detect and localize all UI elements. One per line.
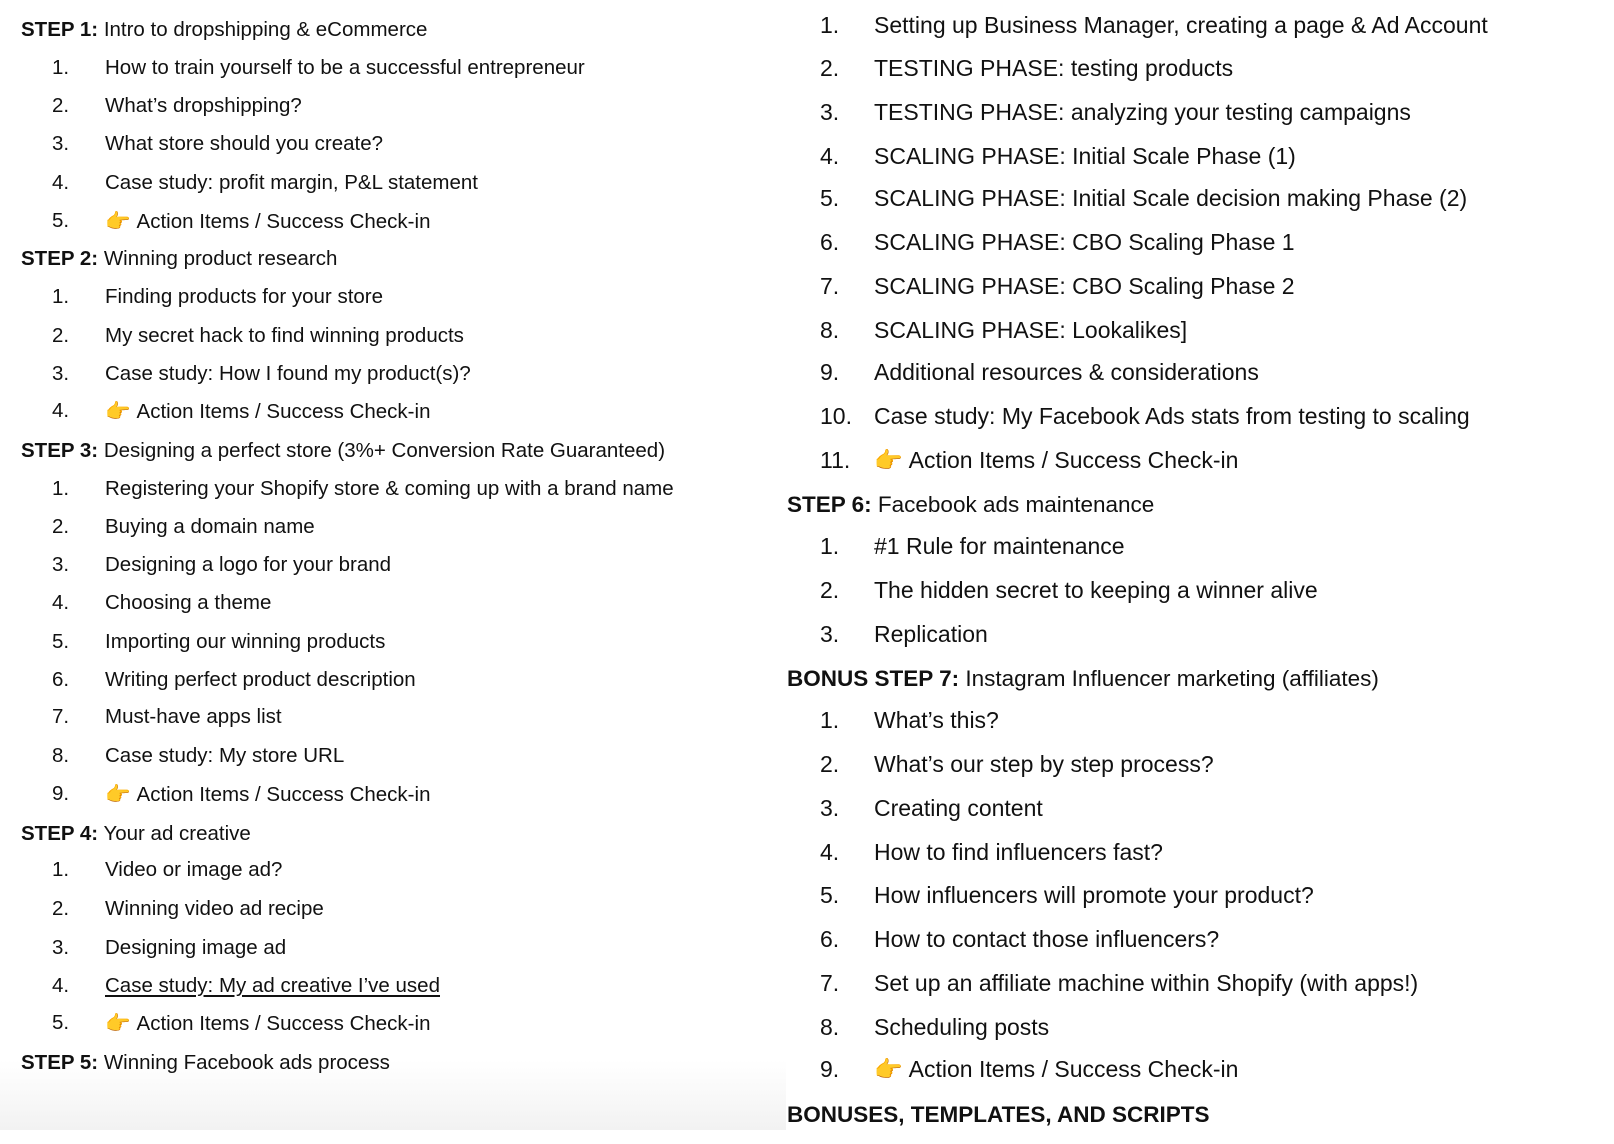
list-item bbox=[820, 187, 1580, 215]
list-item bbox=[52, 860, 812, 888]
list-item bbox=[820, 841, 1580, 869]
list-item-text: Winning video ad recipe bbox=[105, 897, 324, 920]
list-item bbox=[52, 938, 812, 966]
step-heading-step-2 bbox=[21, 249, 337, 270]
list-item-number: 1. bbox=[820, 12, 840, 38]
list-item-text: Case study: profit margin, P&L statement bbox=[105, 171, 478, 194]
list-item-text: Case study: My Facebook Ads stats from testing to scaling bbox=[874, 403, 1470, 429]
list-item-number: 5. bbox=[52, 630, 70, 653]
list-item-number: 5. bbox=[52, 1011, 70, 1034]
list-item-text: SCALING PHASE: CBO Scaling Phase 1 bbox=[874, 229, 1295, 255]
list-item-number: 9. bbox=[820, 359, 840, 385]
list-item-number: 9. bbox=[820, 1056, 840, 1082]
step-heading-bonuses-templates-and-scripts bbox=[787, 1104, 1210, 1127]
list-item bbox=[820, 275, 1580, 303]
step-heading-bonus-step-7 bbox=[787, 668, 1379, 691]
step-heading-step-6 bbox=[787, 494, 1154, 517]
list-item bbox=[52, 899, 812, 927]
list-item-number: 2. bbox=[820, 577, 840, 603]
list-item-text: Designing a logo for your brand bbox=[105, 553, 392, 576]
list-item-number: 8. bbox=[820, 1014, 840, 1040]
list-item-text: TESTING PHASE: testing products bbox=[874, 55, 1234, 81]
list-item-text: Importing our winning products bbox=[105, 630, 386, 653]
list-item bbox=[52, 517, 812, 545]
list-item-number: 3. bbox=[52, 362, 70, 385]
step-title: Your ad creative bbox=[103, 822, 251, 845]
list-item-number: 6. bbox=[52, 668, 70, 691]
list-item-number: 7. bbox=[820, 970, 840, 996]
list-item bbox=[52, 976, 812, 1004]
list-item-text: TESTING PHASE: analyzing your testing campaigns bbox=[874, 99, 1411, 125]
list-item bbox=[820, 753, 1580, 781]
list-item bbox=[820, 709, 1580, 737]
list-item bbox=[52, 96, 812, 124]
list-item-text: Must-have apps list bbox=[105, 705, 282, 728]
left-column bbox=[0, 0, 786, 1130]
list-item-number: 4. bbox=[52, 171, 70, 194]
list-item-text: SCALING PHASE: CBO Scaling Phase 2 bbox=[874, 273, 1295, 299]
step-heading-step-5 bbox=[21, 1053, 390, 1074]
list-item-number: 4. bbox=[820, 839, 840, 865]
list-item-number: 2. bbox=[820, 55, 840, 81]
step-title: Instagram Influencer marketing (affiliates) bbox=[965, 666, 1379, 691]
list-item bbox=[820, 231, 1580, 259]
list-item bbox=[52, 707, 812, 735]
list-item-number: 8. bbox=[52, 744, 70, 767]
list-item bbox=[52, 1013, 812, 1041]
step-label: STEP 3: bbox=[21, 439, 99, 462]
list-item-text: #1 Rule for maintenance bbox=[874, 533, 1125, 559]
list-item-text: How influencers will promote your product? bbox=[874, 882, 1314, 908]
list-item-text: The hidden secret to keeping a winner alive bbox=[874, 577, 1318, 603]
list-item-text: Buying a domain name bbox=[105, 515, 315, 538]
list-item-number: 1. bbox=[820, 533, 840, 559]
list-item bbox=[52, 134, 812, 162]
list-item-number: 3. bbox=[52, 132, 70, 155]
point-right-icon: 👉 bbox=[105, 399, 131, 423]
list-item-number: 7. bbox=[820, 273, 840, 299]
list-item-number: 3. bbox=[820, 99, 840, 125]
list-item bbox=[52, 784, 812, 812]
list-item-number: 2. bbox=[820, 751, 840, 777]
list-item-text: What’s dropshipping? bbox=[105, 94, 302, 117]
list-item-number: 2. bbox=[52, 94, 70, 117]
list-item bbox=[820, 449, 1580, 477]
list-item-text: SCALING PHASE: Lookalikes] bbox=[874, 317, 1188, 343]
list-item-text: How to train yourself to be a successful entrepreneur bbox=[105, 56, 585, 79]
list-item bbox=[820, 405, 1580, 433]
list-item-number: 5. bbox=[52, 209, 70, 232]
list-item-text: How to contact those influencers? bbox=[874, 926, 1220, 952]
list-item-text: Set up an affiliate machine within Shopify (with apps!) bbox=[874, 970, 1419, 996]
list-item-number: 4. bbox=[52, 591, 70, 614]
list-item-text: SCALING PHASE: Initial Scale decision making Phase (2) bbox=[874, 185, 1468, 211]
list-item bbox=[52, 401, 812, 429]
list-item-number: 4. bbox=[820, 143, 840, 169]
list-item-text: Action Items / Success Check-in bbox=[908, 447, 1239, 473]
list-item bbox=[820, 797, 1580, 825]
list-item bbox=[820, 1058, 1580, 1086]
list-item-number: 4. bbox=[52, 974, 70, 997]
list-item-number: 3. bbox=[52, 553, 70, 576]
list-item-text: Finding products for your store bbox=[105, 285, 384, 308]
list-item-text[interactable]: Case study: My ad creative I’ve used bbox=[105, 974, 440, 997]
list-item-text: Action Items / Success Check-in bbox=[136, 783, 431, 806]
step-heading-step-1 bbox=[21, 20, 427, 41]
list-item-text: Replication bbox=[874, 621, 988, 647]
point-right-icon: 👉 bbox=[874, 448, 903, 474]
list-item bbox=[820, 14, 1580, 42]
right-column bbox=[786, 0, 1614, 1144]
list-item bbox=[820, 361, 1580, 389]
list-item bbox=[820, 101, 1580, 129]
list-item-number: 6. bbox=[820, 229, 840, 255]
step-heading-step-3 bbox=[21, 441, 665, 462]
list-item bbox=[52, 287, 812, 315]
step-heading-step-4 bbox=[21, 824, 251, 845]
step-label: STEP 5: bbox=[21, 1051, 99, 1074]
step-title: Winning product research bbox=[103, 247, 338, 270]
list-item bbox=[52, 58, 812, 86]
step-label: STEP 6: bbox=[787, 492, 872, 517]
step-title: Facebook ads maintenance bbox=[877, 492, 1155, 517]
list-item-text: SCALING PHASE: Initial Scale Phase (1) bbox=[874, 143, 1296, 169]
list-item-text: Designing image ad bbox=[105, 936, 287, 959]
list-item-text: Action Items / Success Check-in bbox=[136, 400, 431, 423]
list-item-text: What’s this? bbox=[874, 707, 999, 733]
list-item-text: Case study: My store URL bbox=[105, 744, 345, 767]
step-label: STEP 2: bbox=[21, 247, 99, 270]
list-item-text: Setting up Business Manager, creating a page & Ad Account bbox=[874, 12, 1488, 38]
list-item bbox=[820, 884, 1580, 912]
list-item-text: How to find influencers fast? bbox=[874, 839, 1163, 865]
list-item bbox=[52, 211, 812, 239]
list-item bbox=[52, 326, 812, 354]
list-item-text: Action Items / Success Check-in bbox=[136, 210, 431, 233]
list-item bbox=[52, 632, 812, 660]
step-label: BONUSES, TEMPLATES, AND SCRIPTS bbox=[787, 1102, 1210, 1127]
list-item-number: 11. bbox=[820, 447, 851, 473]
step-label: STEP 1: bbox=[21, 18, 99, 41]
list-item-number: 5. bbox=[820, 882, 840, 908]
list-item-text: What’s our step by step process? bbox=[874, 751, 1214, 777]
list-item bbox=[820, 535, 1580, 563]
list-item-text: Writing perfect product description bbox=[105, 668, 416, 691]
list-item-text: Video or image ad? bbox=[105, 858, 283, 881]
list-item bbox=[820, 1016, 1580, 1044]
list-item-number: 1. bbox=[820, 707, 840, 733]
list-item-number: 3. bbox=[820, 621, 840, 647]
list-item-number: 1. bbox=[52, 285, 70, 308]
list-item-number: 8. bbox=[820, 317, 840, 343]
list-item bbox=[820, 928, 1580, 956]
list-item bbox=[52, 593, 812, 621]
list-item-text: Additional resources & considerations bbox=[874, 359, 1259, 385]
list-item-text: Creating content bbox=[874, 795, 1043, 821]
list-item-text: Choosing a theme bbox=[105, 591, 272, 614]
step-title: Winning Facebook ads process bbox=[103, 1051, 390, 1074]
step-label: STEP 4: bbox=[21, 822, 99, 845]
point-right-icon: 👉 bbox=[105, 209, 131, 233]
list-item bbox=[820, 972, 1580, 1000]
list-item-text: Action Items / Success Check-in bbox=[136, 1012, 431, 1035]
list-item-number: 2. bbox=[52, 897, 70, 920]
list-item-text: What store should you create? bbox=[105, 132, 384, 155]
list-item bbox=[820, 579, 1580, 607]
list-item-number: 1. bbox=[52, 477, 70, 500]
list-item-number: 10. bbox=[820, 403, 852, 429]
list-item-text: Action Items / Success Check-in bbox=[908, 1056, 1239, 1082]
point-right-icon: 👉 bbox=[105, 782, 131, 806]
list-item-number: 3. bbox=[820, 795, 840, 821]
list-item-number: 3. bbox=[52, 936, 70, 959]
list-item bbox=[52, 555, 812, 583]
list-item bbox=[52, 173, 812, 201]
list-item bbox=[52, 670, 812, 698]
list-item bbox=[52, 746, 812, 774]
list-item bbox=[52, 364, 812, 392]
list-item bbox=[820, 623, 1580, 651]
list-item-text: Case study: How I found my product(s)? bbox=[105, 362, 471, 385]
list-item-number: 4. bbox=[52, 399, 70, 422]
list-item-text: Scheduling posts bbox=[874, 1014, 1050, 1040]
list-item-number: 9. bbox=[52, 782, 70, 805]
list-item-number: 2. bbox=[52, 324, 70, 347]
list-item bbox=[52, 479, 812, 507]
point-right-icon: 👉 bbox=[105, 1011, 131, 1035]
list-item bbox=[820, 57, 1580, 85]
step-label: BONUS STEP 7: bbox=[787, 666, 960, 691]
list-item-number: 7. bbox=[52, 705, 70, 728]
list-item-number: 1. bbox=[52, 858, 70, 881]
list-item bbox=[820, 145, 1580, 173]
step-title: Intro to dropshipping & eCommerce bbox=[103, 18, 428, 41]
list-item-number: 1. bbox=[52, 56, 70, 79]
list-item bbox=[820, 319, 1580, 347]
step-title: Designing a perfect store (3%+ Conversion Rate Guaranteed) bbox=[103, 439, 666, 462]
list-item-text: My secret hack to find winning products bbox=[105, 324, 464, 347]
list-item-number: 6. bbox=[820, 926, 840, 952]
point-right-icon: 👉 bbox=[874, 1057, 903, 1083]
list-item-number: 2. bbox=[52, 515, 70, 538]
list-item-text: Registering your Shopify store & coming up with a brand name bbox=[105, 477, 674, 500]
list-item-number: 5. bbox=[820, 185, 840, 211]
